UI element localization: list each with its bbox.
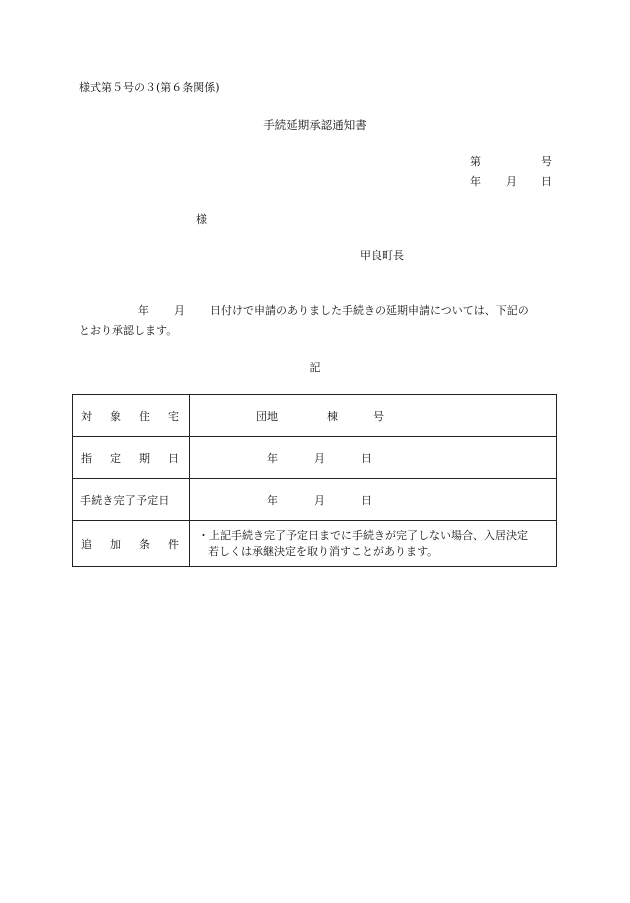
- label-char: 指: [81, 451, 92, 465]
- reference-number-suffix: 号: [541, 155, 552, 168]
- label-completion-date: [73, 479, 190, 521]
- designated-month: 月: [314, 451, 325, 465]
- form-number: 様式第５号の３(第６条関係): [79, 81, 220, 94]
- row-completion-date: [73, 479, 557, 521]
- value-target-housing: [190, 395, 557, 437]
- condition-line-1: ・上記手続き完了予定日までに手続きが完了しない場合、入居決定: [198, 528, 528, 542]
- row-designated-date: [73, 437, 557, 479]
- completion-year: 年: [267, 493, 278, 507]
- completion-day: 日: [361, 493, 372, 507]
- value-designated-date: [190, 437, 557, 479]
- label-char: 象: [110, 409, 121, 423]
- value-completion-date: [190, 479, 557, 521]
- body-line-1-text: 日付けで申請のありました手続きの延期申請については、下記の: [210, 304, 529, 317]
- ki-heading: 記: [309, 361, 321, 374]
- issue-date-year: 年: [470, 175, 481, 188]
- danchi-label: 団地: [256, 409, 278, 423]
- row-additional-conditions: [73, 521, 557, 567]
- designated-day: 日: [361, 451, 372, 465]
- issue-date-month: 月: [506, 175, 517, 188]
- label-char: 件: [168, 537, 179, 551]
- label-char: 加: [110, 537, 121, 551]
- details-table: [72, 394, 557, 567]
- addressee-honorific: 様: [196, 213, 207, 226]
- document-title: 手続延期承認通知書: [263, 118, 367, 132]
- body-month: 月: [174, 304, 185, 317]
- value-additional-conditions: [190, 521, 557, 567]
- condition-line-2: 若しくは承継決定を取り消すことがあります。: [208, 544, 439, 558]
- label-char: 期: [139, 451, 150, 465]
- label-char: 宅: [168, 409, 179, 423]
- completion-month: 月: [314, 493, 325, 507]
- label-additional-conditions: [73, 521, 190, 567]
- label-designated-date: [73, 437, 190, 479]
- label-char: 定: [110, 451, 121, 465]
- unit-number-label: 号: [373, 409, 384, 423]
- body-text-line-2: とおり承認します。: [79, 324, 178, 337]
- designated-year: 年: [267, 451, 278, 465]
- label-target-housing: [73, 395, 190, 437]
- label-char: 日: [168, 451, 179, 465]
- label-char: 対: [81, 409, 92, 423]
- body-year: 年: [138, 304, 149, 317]
- row-target-housing: [73, 395, 557, 437]
- reference-number-label: 第: [470, 155, 481, 168]
- label-char: 条: [139, 537, 150, 551]
- completion-date-label-text: 手続き完了予定日: [80, 493, 170, 507]
- issue-date-day: 日: [541, 175, 552, 188]
- label-char: 追: [81, 537, 92, 551]
- label-char: 住: [139, 409, 150, 423]
- issuer-name: 甲良町長: [360, 249, 404, 262]
- building-label: 棟: [327, 409, 338, 423]
